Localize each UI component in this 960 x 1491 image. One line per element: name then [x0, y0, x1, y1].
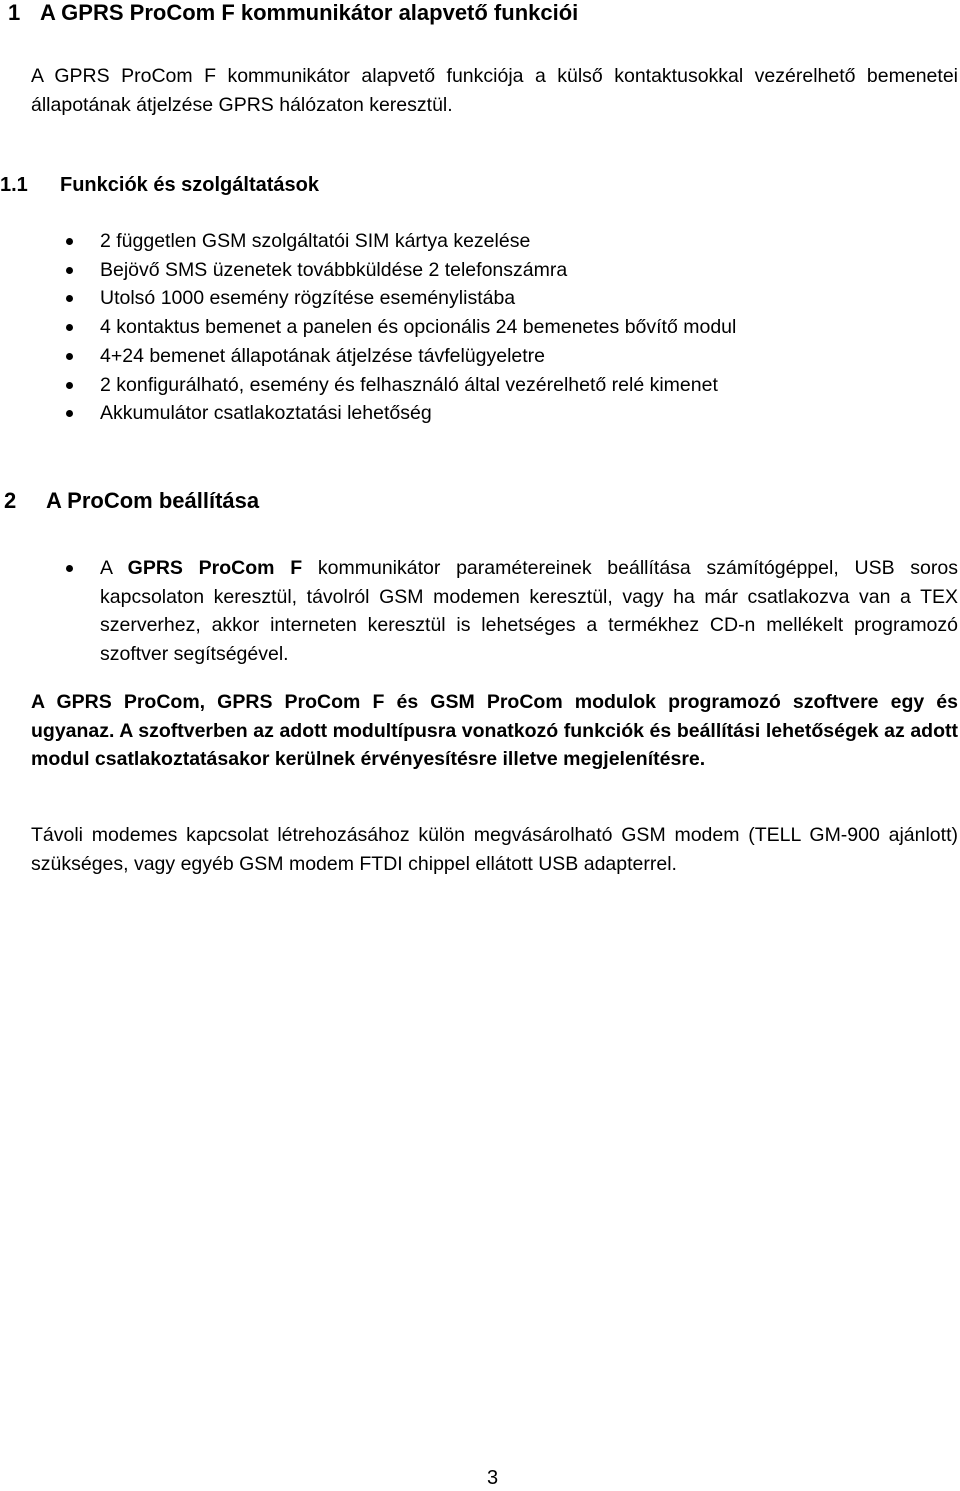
bullet-icon [66, 399, 74, 428]
list-item-text: 4+24 bemenet állapotának átjelzése távfelügyeletre [100, 344, 546, 367]
list-item [0, 371, 960, 400]
list-item-text: Akkumulátor csatlakoztatási lehetőség [100, 402, 432, 425]
section-1-intro: A GPRS ProCom F kommunikátor alapvető funkciója a külső kontaktusokkal vezérelhető bemenetei állapotának átjelzése GPRS hálózaton keresztül. [31, 65, 958, 116]
list-item-text: 2 konfigurálható, esemény és felhasználó által vezérelhető relé kimenet [100, 373, 718, 396]
list-item [0, 227, 960, 256]
list-item [0, 313, 960, 342]
remote-modem-paragraph: Távoli modemes kapcsolat létrehozásához külön megvásárolható GSM modem (TELL GM-900 ajánlott) szükséges, vagy egyéb GSM modem FTDI chippel ellátott USB adapterrel. [31, 824, 958, 875]
bullet-icon [66, 554, 74, 583]
section-1-heading [0, 0, 960, 30]
list-item [0, 256, 960, 285]
list-item-text: 4 kontaktus bemenet a panelen és opcionális 24 bemenetes bővítő modul [100, 316, 737, 339]
bullet-icon [66, 284, 74, 313]
list-item [0, 399, 960, 428]
section-1-number: 1 [8, 0, 21, 25]
list-item-text: Utolsó 1000 esemény rögzítése eseménylistába [100, 287, 516, 310]
section-2-title: A ProCom beállítása [46, 488, 260, 513]
item-prefix: A [100, 557, 128, 579]
section-1-title: A GPRS ProCom F kommunikátor alapvető funkciói [40, 0, 579, 25]
list-item-text: 2 független GSM szolgáltatói SIM kártya kezelése [100, 230, 531, 252]
page-number: 3 [487, 1467, 499, 1489]
list-item [0, 342, 960, 371]
section-1-1-title: Funkciók és szolgáltatások [60, 174, 319, 196]
section-1-1-number: 1.1 [0, 174, 28, 196]
list-item-text: Bejövő SMS üzenetek továbbküldése 2 telefonszámra [100, 258, 568, 281]
product-name: GPRS ProCom F [127, 557, 303, 579]
bullet-icon [66, 342, 74, 371]
section-2-number: 2 [4, 488, 17, 513]
bullet-icon [66, 371, 74, 400]
bullet-icon [66, 313, 74, 342]
bullet-icon [66, 256, 74, 285]
list-item [0, 284, 960, 313]
programming-description [100, 554, 958, 668]
features-list [0, 227, 960, 428]
section-2-heading [0, 488, 960, 518]
bullet-icon [66, 227, 74, 256]
section-1-1-heading [0, 174, 960, 204]
software-note: A GPRS ProCom, GPRS ProCom F és GSM ProCom modulok programozó szoftvere egy és ugyanaz. A szoftverben az adott modultípusra vonatkozó funkciók és beállítási lehetőségek az adott modul csatlakoztatásakor kerülnek érvényesítésre illetve megjelenítésre. [31, 691, 958, 770]
item-rest: kommunikátor paramétereinek beállítása számítógéppel, USB soros kapcsolaton keresztül, távolról GSM modemen keresztül, vagy ha már csatlakozva van a TEX szerverhez, akkor interneten keresztül is lehetséges a termékhez CD-n mellékelt programozó szoftver segítségével. [100, 557, 958, 665]
